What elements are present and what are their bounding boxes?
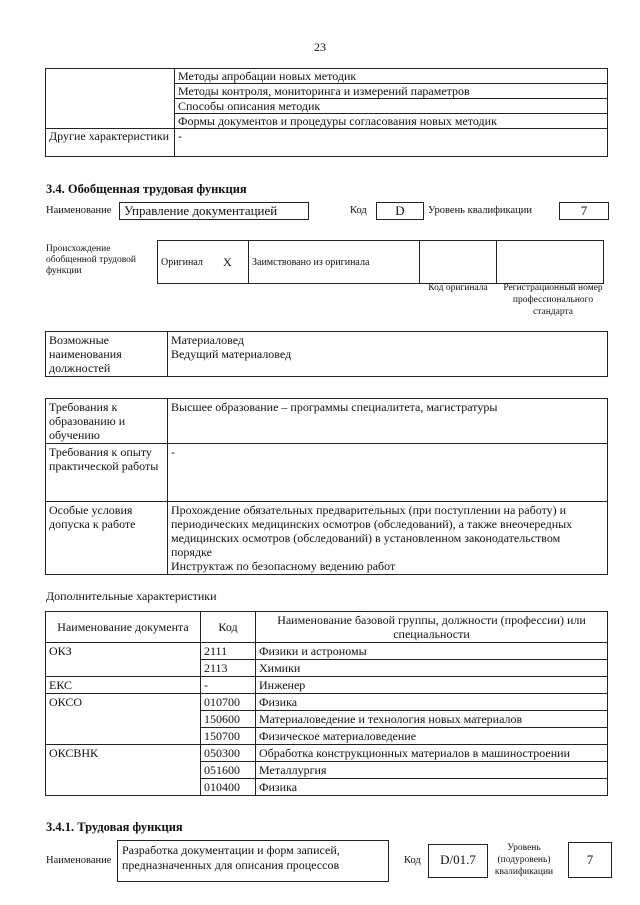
table-header: Наименование базовой группы, должности (профессии) или специальности (256, 612, 608, 643)
special-conditions-value-2: Инструктаж по безопасному ведению работ (171, 559, 396, 573)
table-row: ОКЗ 2111 Физики и астрономы (46, 643, 608, 660)
table-row: 2113 Химики (46, 660, 608, 677)
original-mark: X (220, 241, 249, 284)
origin-label: Происхождение обобщенной трудовой функции (46, 244, 136, 276)
position-name: Ведущий материаловед (171, 347, 292, 361)
table-row: ЕКС - Инженер (46, 677, 608, 694)
section-title: 3.4. Обобщенная трудовая функция (46, 182, 247, 196)
table-header: Наименование документа (46, 612, 201, 643)
sub-code-label: Код (404, 855, 421, 866)
top-characteristics-table (45, 68, 608, 157)
table-cell: Способы описания методик (175, 99, 608, 114)
table-row: 150700 Физическое материаловедение (46, 728, 608, 745)
sub-level-label: Уровень (подуровень) квалификации (494, 843, 554, 877)
table-row: ОКСО 010700 Физика (46, 694, 608, 711)
education-label: Требования к образованию и обучению (46, 399, 168, 444)
sub-function-name-box: Разработка документации и форм записей, предназначенных для описания процессов (117, 840, 389, 882)
experience-value: - (168, 444, 608, 502)
sub-code-box: D/01.7 (428, 844, 488, 878)
sub-level-box: 7 (568, 842, 612, 878)
origin-table (157, 240, 604, 284)
other-characteristics-value: - (175, 129, 608, 157)
additional-table (45, 611, 608, 796)
table-cell: Методы контроля, мониторинга и измерений параметров (175, 84, 608, 99)
borrowed-label: Заимствовано из оригинала (249, 241, 420, 284)
table-row: ОКСВНК 050300 Обработка конструкционных материалов в машиностроении (46, 745, 608, 762)
subsection-title: 3.4.1. Трудовая функция (46, 820, 183, 834)
name-label: Наименование (46, 205, 112, 216)
special-conditions-value: Прохождение обязательных предварительных (при поступлении на работу) и периодических медицинских осмотров (обследований), а также внеочередных медицинских осмотров (обследований) в установленном законодательством порядке (171, 503, 573, 559)
original-label: Оригинал (158, 241, 221, 284)
other-characteristics-label: Другие характеристики (46, 129, 175, 157)
sub-name-label: Наименование (46, 855, 112, 866)
code-label: Код (350, 205, 367, 216)
table-row: 010400 Физика (46, 779, 608, 796)
table-row: 150600 Материаловедение и технология новых материалов (46, 711, 608, 728)
experience-label: Требования к опыту практической работы (46, 444, 168, 502)
table-row: 051600 Металлургия (46, 762, 608, 779)
table-cell: Формы документов и процедуры согласования новых методик (175, 114, 608, 129)
code-box: D (376, 202, 424, 220)
positions-label: Возможные наименования должностей (46, 332, 168, 377)
function-name-box: Управление документацией (119, 202, 309, 220)
additional-title: Дополнительные характеристики (46, 589, 217, 603)
position-name: Материаловед (171, 333, 244, 347)
level-box: 7 (559, 202, 609, 220)
code-original-caption: Код оригинала (428, 283, 488, 293)
page-number: 23 (314, 40, 326, 54)
positions-table (45, 331, 608, 377)
registration-caption: Регистрационный номер профессионального стандарта (503, 283, 603, 317)
requirements-table (45, 398, 608, 575)
table-header: Код (201, 612, 256, 643)
level-label: Уровень квалификации (428, 205, 533, 216)
table-cell: Методы апробации новых методик (175, 69, 608, 84)
special-conditions-label: Особые условия допуска к работе (46, 502, 168, 575)
education-value: Высшее образование – программы специалитета, магистратуры (168, 399, 608, 444)
